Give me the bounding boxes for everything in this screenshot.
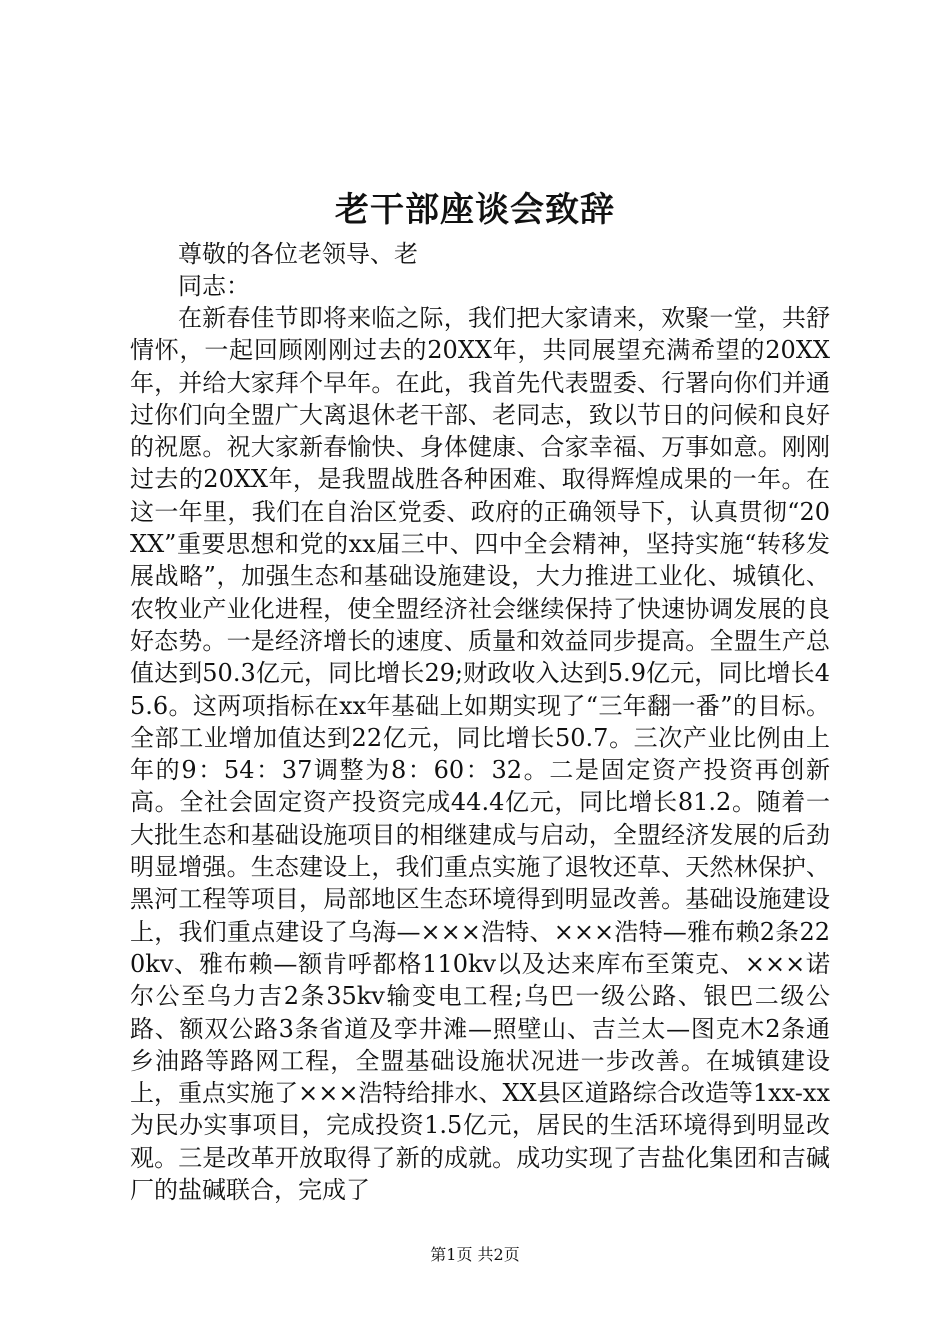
document-title: 老干部座谈会致辞: [335, 190, 615, 230]
salutation-line-2: 同志：: [178, 272, 250, 300]
body-paragraph: 在新春佳节即将来临之际，我们把大家请来，欢聚一堂，共舒情怀，一起回顾刚刚过去的20XX年，共同展望充满希望的20XX年，并给大家拜个早年。在此，我首先代表盟委、行署向你们并通过你们向全盟广大离退休老干部、老同志，致以节日的问候和良好的祝愿。祝大家新春愉快、身体健康、合家幸福、万事如意。刚刚过去的20XX年，是我盟战胜各种困难、取得辉煌成果的一年。在这一年里，我们在自治区党委、政府的正确领导下，认真贯彻“20XX”重要思想和党的xx届三中、四中全会精神，坚持实施“转移发展战略”，加强生态和基础设施建设，大力推进工业化、城镇化、农牧业产业化进程，使全盟经济社会继续保持了快速协调发展的良好态势。一是经济增长的速度、质量和效益同步提高。全盟生产总值达到50.3亿元，同比增长29;财政收入达到5.9亿元，同比增长45.6。这两项指标在xx年基础上如期实现了“三年翻一番”的目标。全部工业增加值达到22亿元，同比增长50.7。三次产业比例由上年的9：54：37调整为8：60：32。二是固定资产投资再创新高。全社会固定资产投资完成44.4亿元，同比增长81.2。随着一大批生态和基础设施项目的相继建成与启动，全盟经济发展的后劲明显增强。生态建设上，我们重点实施了退牧还草、天然林保护、黑河工程等项目，局部地区生态环境得到明显改善。基础设施建设上，我们重点建设了乌海—×××浩特、×××浩特—雅布赖2条220kv、雅布赖—额肯呼都格110kv以及达来库布至策克、×××诺尔公至乌力吉2条35kv输变电工程;乌巴一级公路、银巴二级公路、额双公路3条省道及孪井滩—照壁山、吉兰太—图克木2条通乡油路等路网工程，全盟基础设施状况进一步改善。在城镇建设上，重点实施了×××浩特给排水、XX县区道路综合改造等1xx-xx为民办实事项目，完成投资1.5亿元，居民的生活环境得到明显改观。三是改革开放取得了新的成就。成功实现了吉盐化集团和吉碱厂的盐碱联合，完成了: [130, 304, 830, 1205]
page-footer: 第1页 共2页: [430, 1245, 520, 1264]
salutation-line-1: 尊敬的各位老领导、老: [178, 240, 418, 268]
